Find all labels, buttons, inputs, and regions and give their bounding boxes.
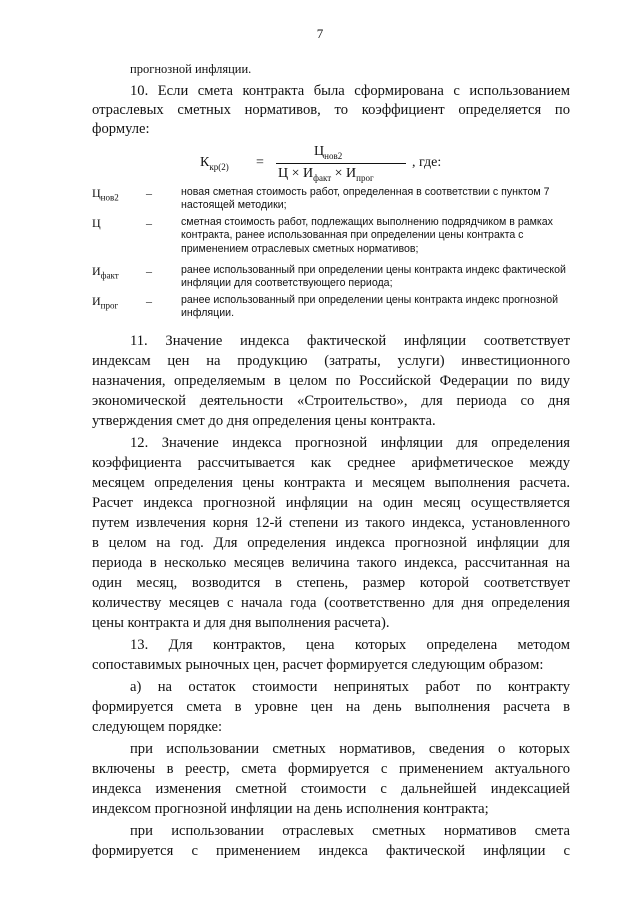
p13a1-line: индекса изменения сметной стоимости с дальнейшей индексацией [92,781,570,797]
definition-symbol: $Ц_{нов2}$ [92,186,119,203]
p13a2-line: формируется с применением индекса фактической инфляции с [92,843,570,859]
definition-dash: – [146,264,152,278]
p11-line: 11. Значение индекса фактической инфляции соответствует [130,333,570,349]
p13a1-line: при использовании сметных нормативов, сведения о которых [130,741,570,757]
p12-line: коэффициента рассчитывается как среднее арифметическое между [92,455,570,471]
definition-symbol: Ц [92,216,101,230]
formula-k-kr2 [200,144,460,188]
definition-dash: – [146,186,152,200]
definition-text: ранее использованный при определении цены контракта индекс прогнозной инфляции. [181,294,559,320]
definition-dash: – [146,216,152,230]
p12-line: цены контракта и для дня выполнения расчета). [92,615,390,631]
p12-line: Расчет индекса прогнозной инфляции на один месяц осуществляется [92,495,570,511]
p12-line: количеству месяцев с начала года (соответственно для дня определения [92,595,570,611]
p10-line: 10. Если смета контракта была сформирована с использованием [130,83,570,99]
p11-line: экономической деятельности «Строительство», для периода со дня [92,393,570,409]
definition-text: новая сметная стоимость работ, определенная в соответствии с пунктом 7 настоящей методики; [181,186,550,212]
page-number: 7 [316,26,324,41]
p13-line: сопоставимых рыночных цен, расчет формируется следующим образом: [92,657,544,673]
p11-line: индексам цен на продукцию (затраты, услуги) инвестиционного [92,353,570,369]
p13a-line: формируется смета в уровне цен на день выполнения расчета в [92,699,570,715]
p12-line: путем извлечения корня 12-й степени из такого индекса, установленного [92,515,570,531]
fraction-bar [276,163,406,164]
definition-text: ранее использованный при определении цены контракта индекс фактической инфляции для соответствующего периода; [181,264,566,290]
definition-dash: – [146,294,152,308]
formula-tail: , где: [412,155,442,170]
p13a-line: следующем порядке: [92,719,223,735]
p12-line: 12. Значение индекса прогнозной инфляции для определения [130,435,570,451]
p13a2-line: при использовании отраслевых сметных нормативов смета [130,823,570,839]
definition-symbol: $И_{факт}$ [92,264,119,281]
intro-line: прогнозной инфляции. [130,62,252,76]
definition-symbol: $И_{прог}$ [92,294,119,311]
p11-line: назначения, определяемым в целом по Российской Федерации по виду [92,373,570,389]
p10-line: формуле: [92,121,150,137]
p13a1-line: включены в реестр, смета формируется с применением актуального [92,761,570,777]
formula-denominator: $Ц \times И_{факт} \times И_{прог}$ [278,166,374,183]
p12-line: в целом на год. Для определения индекса прогнозной инфляции для [92,535,570,551]
p11-line: утверждения смет до дня определения цены контракта. [92,413,436,429]
p12-line: месяцем определения цены контракта и месяцем выполнения расчета. [92,475,570,491]
p12-line: один месяц, возводится в степень, размер которой соответствует [92,575,570,591]
formula-equals: = [256,155,264,170]
p10-line: отраслевых сметных нормативов, то коэффициент определяется по [92,102,570,118]
definition-text: сметная стоимость работ, подлежащих выполнению подрядчиком в рамках контракта, ранее использованная при определении цены контракта с применением отраслевых сметных нормативов; [181,216,553,255]
p13a-line: а) на остаток стоимости непринятых работ по контракту [130,679,570,695]
p13-line: 13. Для контрактов, цена которых определена методом [130,637,570,653]
p12-line: периода в несколько месяцев величина такого индекса, рассчитанная на [92,555,570,571]
formula-lhs: $К_{кр(2)}$ [200,155,229,172]
formula-numerator: $Ц_{нов2}$ [314,144,343,161]
p13a1-line: индексом прогнозной инфляции на день исполнения контракта; [92,801,489,817]
